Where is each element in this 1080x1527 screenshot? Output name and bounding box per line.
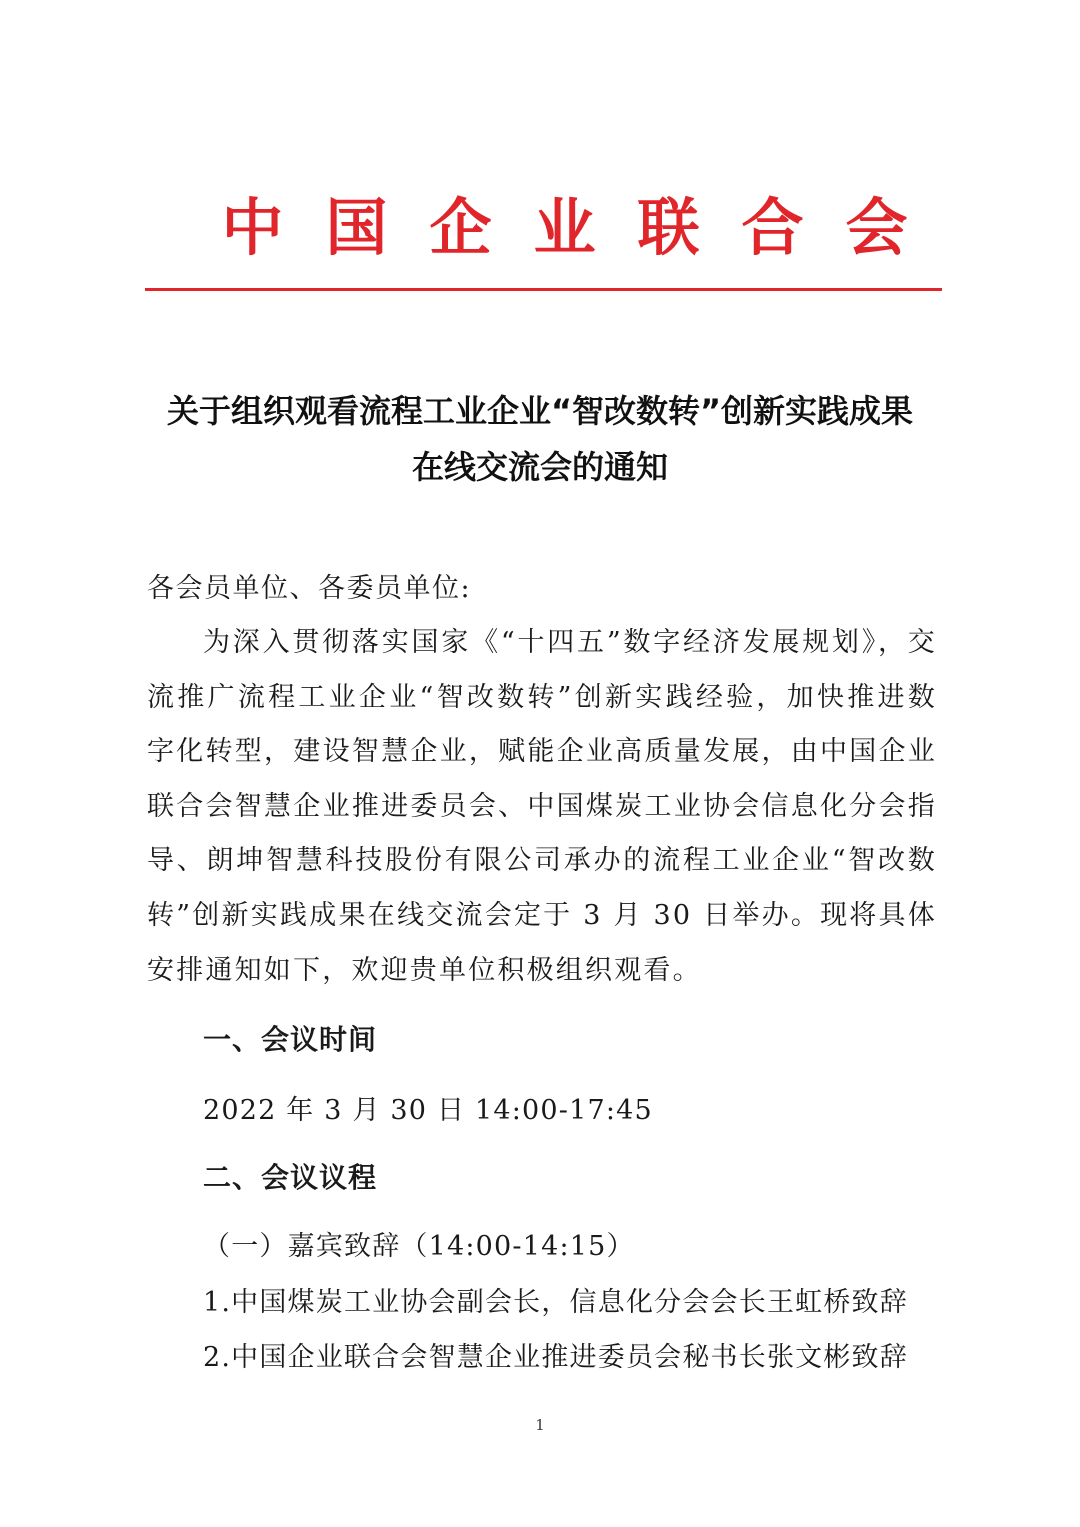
subsection-heading-guest-speeches: （一）嘉宾致辞（14:00-14:15）	[203, 1231, 635, 1262]
meeting-time-value: 2022 年 3 月 30 日 14:00-17:45	[203, 1095, 653, 1126]
body-paragraph: 为深入贯彻落实国家《“十四五”数字经济发展规划》，交流推广流程工业企业“智改数转”创新实践经验，加快推进数字化转型，建设智慧企业，赋能企业高质量发展，由中国企业联合会智慧企业推进委员会、中国煤炭工业协会信息化分会指导、朗坤智慧科技股份有限公司承办的流程工业企业“智改数转”创新实践成果在线交流会定于 3 月 30 日举办。现将具体安排通知如下，欢迎贵单位积极组织观看。	[147, 627, 937, 986]
agenda-item: 1.中国煤炭工业协会副会长，信息化分会会长王虹桥致辞	[203, 1287, 908, 1318]
letterhead-org-name: 中国企业联合会	[221, 191, 950, 264]
document-title	[110, 383, 970, 495]
letterhead-red-rule	[145, 288, 942, 291]
page-number: 1	[535, 1416, 545, 1434]
section-heading-agenda: 二、会议议程	[203, 1161, 378, 1194]
section-heading-meeting-time: 一、会议时间	[203, 1023, 378, 1056]
salutation: 各会员单位、各委员单位:	[147, 573, 472, 604]
agenda-item: 2.中国企业联合会智慧企业推进委员会秘书长张文彬致辞	[203, 1342, 908, 1373]
document-title-line-2: 在线交流会的通知	[411, 448, 668, 486]
document-title-line-1: 关于组织观看流程工业企业“智改数转”创新实践成果	[166, 392, 914, 430]
